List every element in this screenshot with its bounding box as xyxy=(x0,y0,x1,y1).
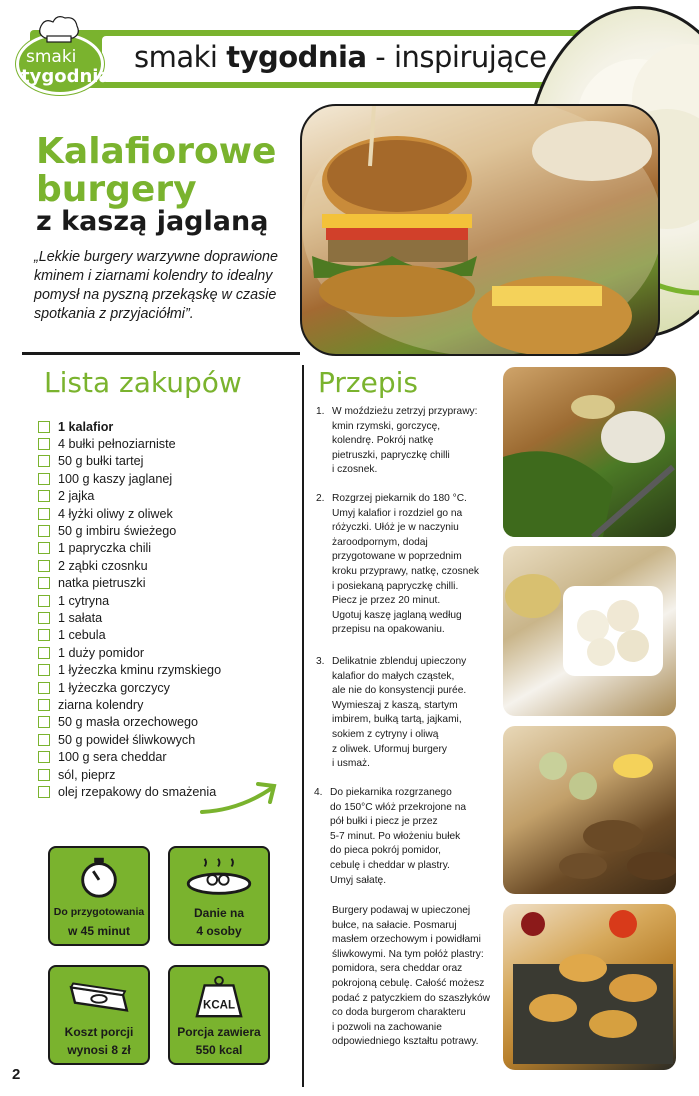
cost-value: wynosi 8 zł xyxy=(67,1043,131,1057)
step-number: 3. xyxy=(316,656,325,667)
kcal-icon-text: KCAL xyxy=(203,999,235,1012)
recipe-section-title: Przepis xyxy=(318,366,418,399)
stopwatch-icon xyxy=(50,854,148,900)
recipe-subtitle: z kaszą jaglaną xyxy=(36,206,269,237)
servings-value: 4 osoby xyxy=(196,924,242,938)
checkbox[interactable] xyxy=(38,508,50,520)
shopping-list-item xyxy=(38,661,221,678)
dish-icon xyxy=(170,854,268,900)
checkbox[interactable] xyxy=(38,421,50,433)
buns-illustration xyxy=(503,904,676,1070)
curved-arrow-icon xyxy=(200,776,280,816)
shopping-list-item xyxy=(38,644,221,661)
shopping-list-item-text: 1 cytryna xyxy=(58,593,110,608)
step-line: ale nie do konsystencji purée. xyxy=(332,685,467,697)
shopping-list-item xyxy=(38,435,221,452)
step-line: śliwkowymi. Na tym połóż plastry: xyxy=(332,948,484,960)
step-line: Umyj kalafior i rozdziel go na xyxy=(332,507,463,519)
buns-photo xyxy=(503,904,676,1070)
step-line: co doda burgerom charakteru xyxy=(332,1007,466,1019)
calories-value: 550 kcal xyxy=(195,1043,243,1057)
step-line: Wymieszaj z kaszą, startym xyxy=(332,699,458,711)
checkbox[interactable] xyxy=(38,490,50,502)
step-number: 1. xyxy=(316,406,325,417)
recipe-serving-note xyxy=(332,904,490,1050)
logo-text-line2: tygodnia xyxy=(21,66,111,87)
step-line: odpowiedniego kształtu potrawy. xyxy=(332,1036,479,1048)
shopping-list-item xyxy=(38,540,221,557)
shopping-list-item-text: 4 łyżki oliwy z oliwek xyxy=(58,506,173,521)
shopping-list-item-text: 1 łyżeczka gorczycy xyxy=(58,680,170,695)
checkbox[interactable] xyxy=(38,664,50,676)
shopping-list-item-text: ziarna kolendry xyxy=(58,697,144,712)
step-line: imbirem, bułką tartą, jajkami, xyxy=(332,714,462,726)
step-line: 5-7 minut. Po włożeniu bułek xyxy=(330,830,461,842)
step-number: 4. xyxy=(314,787,323,798)
cost-tile xyxy=(48,965,150,1065)
checkbox[interactable] xyxy=(38,699,50,711)
step-line: kmin rzymski, gorczycę, xyxy=(332,420,441,432)
step-line: do pieca pokrój pomidor, xyxy=(330,845,441,857)
patties-photo xyxy=(503,726,676,894)
checkbox[interactable] xyxy=(38,525,50,537)
checkbox[interactable] xyxy=(38,560,50,572)
step-line: cebulę i cheddar w plastry. xyxy=(330,859,450,871)
shopping-list-item-text: olej rzepakowy do smażenia xyxy=(58,784,217,799)
step-line: Ugotuj kaszę jaglaną według xyxy=(332,609,462,621)
prep-time-label: Do przygotowania xyxy=(53,906,145,918)
shopping-list-item xyxy=(38,679,221,696)
burger-photo xyxy=(300,104,660,356)
checkbox[interactable] xyxy=(38,629,50,641)
recipe-step-4 xyxy=(314,786,467,888)
shopping-list-item-text: 50 g bułki tartej xyxy=(58,454,144,469)
shopping-list-item-text: 4 bułki pełnoziarniste xyxy=(58,437,176,452)
spices-illustration xyxy=(503,367,676,537)
checkbox[interactable] xyxy=(38,647,50,659)
shopping-list-item xyxy=(38,418,221,435)
shopping-list-item xyxy=(38,575,221,592)
step-line: kroku przyprawy, natkę, czosnek xyxy=(332,565,480,577)
weight-icon xyxy=(170,973,268,1019)
checkbox[interactable] xyxy=(38,438,50,450)
banknotes-icon xyxy=(50,973,148,1019)
step-line: Do piekarnika rozgrzanego xyxy=(330,787,452,798)
checkbox[interactable] xyxy=(38,786,50,798)
step-line: i posiekaną papryczkę chilli. xyxy=(332,580,459,592)
checkbox[interactable] xyxy=(38,751,50,763)
shopping-list-item-text: 2 jajka xyxy=(58,489,95,504)
shopping-list-item xyxy=(38,766,221,783)
baked-cauliflower-illustration xyxy=(503,546,676,716)
shopping-list xyxy=(38,418,221,801)
shopping-list-item xyxy=(38,748,221,765)
checkbox[interactable] xyxy=(38,455,50,467)
shopping-list-item-text: 50 g masła orzechowego xyxy=(58,715,199,730)
step-number: 2. xyxy=(316,493,325,504)
recipe-step-2 xyxy=(316,492,480,638)
step-line: sokiem z cytryny i oliwą xyxy=(332,728,439,740)
divider-vertical xyxy=(302,365,304,1087)
prep-time-tile xyxy=(48,846,150,946)
shopping-list-item xyxy=(38,696,221,713)
servings-tile xyxy=(168,846,270,946)
chef-hat-icon xyxy=(37,14,81,44)
step-line: Umyj sałatę. xyxy=(330,874,387,886)
checkbox[interactable] xyxy=(38,682,50,694)
checkbox[interactable] xyxy=(38,612,50,624)
cost-label: Koszt porcji xyxy=(64,1025,134,1039)
step-line: Piecz je przez 20 minut. xyxy=(332,595,441,607)
divider-horizontal xyxy=(22,352,300,355)
burger-illustration xyxy=(302,106,660,356)
shopping-list-item xyxy=(38,731,221,748)
calories-tile xyxy=(168,965,270,1065)
step-line: pokrojoną cebulę. Całość możesz xyxy=(332,977,485,989)
step-line: przygotowane w poprzednim xyxy=(332,551,462,563)
checkbox[interactable] xyxy=(38,734,50,746)
spices-photo xyxy=(503,367,676,537)
recipe-step-3 xyxy=(316,655,467,772)
shopping-list-item-text: 1 duży pomidor xyxy=(58,645,145,660)
prep-time-value: w 45 minut xyxy=(67,924,130,938)
intro-quote: „Lekkie burgery warzywne doprawione kminem i ziarnami kolendry to idealny pomysł na pyszną przekąskę w czasie spotkania z przyjaciółmi”. xyxy=(34,249,278,322)
shopping-list-item-text: natka pietruszki xyxy=(58,576,146,591)
step-line: W moździeżu zetrzyj przyprawy: xyxy=(332,406,478,417)
step-line: i czosnek. xyxy=(332,464,378,476)
servings-label: Danie na xyxy=(193,906,244,920)
recipe-title-line2: burgery xyxy=(36,169,197,210)
page-number: 2 xyxy=(12,1066,21,1083)
logo-text-line1: smaki xyxy=(26,47,77,67)
step-line: i pozwoli na zachowanie xyxy=(332,1021,442,1033)
calories-label: Porcja zawiera xyxy=(177,1025,261,1039)
step-line: żaroodpornym, dodaj xyxy=(332,536,428,548)
shopping-list-item-text: sól, pieprz xyxy=(58,767,116,782)
shopping-list-item xyxy=(38,522,221,539)
step-line: i usmaż. xyxy=(332,758,370,770)
shopping-list-item xyxy=(38,627,221,644)
step-line: pół bułki i piecz je przez xyxy=(330,816,438,828)
step-line: Rozgrzej piekarnik do 180 °C. xyxy=(332,493,467,504)
step-line: bułce, na sałacie. Posmaruj xyxy=(332,919,457,931)
shopping-list-item xyxy=(38,609,221,626)
shopping-list-item xyxy=(38,592,221,609)
step-line: Burgery podawaj w upieczonej xyxy=(332,905,471,916)
step-line: do 150°C włóż przekrojone na xyxy=(330,801,467,813)
shopping-list-item-text: 1 sałata xyxy=(58,610,103,625)
checkbox[interactable] xyxy=(38,716,50,728)
step-line: kalafior do małych cząstek, xyxy=(332,670,455,682)
shopping-list-item-text: 50 g powideł śliwkowych xyxy=(58,732,196,747)
step-line: kolendrę. Pokrój natkę xyxy=(332,435,434,447)
shopping-list-item xyxy=(38,557,221,574)
shopping-list-item-text: 1 łyżeczka kminu rzymskiego xyxy=(58,663,222,678)
step-line: Delikatnie zblenduj upieczony xyxy=(332,656,467,667)
shopping-list-item xyxy=(38,488,221,505)
section-title: smaki tygodnia - inspirujące xyxy=(134,40,547,74)
shopping-list-item-text: 50 g imbiru świeżego xyxy=(58,524,177,539)
shopping-list-item xyxy=(38,470,221,487)
shopping-list-item-text: 1 papryczka chili xyxy=(58,541,152,556)
shopping-list-item-text: 1 kalafior xyxy=(58,419,114,434)
step-line: pomidora, sera cheddar oraz xyxy=(332,963,463,975)
recipe-step-1 xyxy=(316,405,478,478)
shopping-list-item-text: 2 ząbki czosnku xyxy=(58,558,148,573)
patties-illustration xyxy=(503,726,676,894)
shopping-list-item xyxy=(38,783,221,800)
baked-cauliflower-photo xyxy=(503,546,676,716)
step-line: podać z patyczkiem do szaszłyków xyxy=(332,992,490,1004)
shopping-list-item xyxy=(38,505,221,522)
step-line: przepisu na opakowaniu. xyxy=(332,624,445,636)
shopping-list-title: Lista zakupów xyxy=(44,366,242,399)
step-line: pietruszki, papryczkę chilli xyxy=(332,449,450,461)
checkbox[interactable] xyxy=(38,473,50,485)
recipe-title-line1: Kalafiorowe xyxy=(36,131,277,172)
checkbox[interactable] xyxy=(38,769,50,781)
step-line: masłem orzechowym i powidłami xyxy=(332,934,481,946)
step-line: z oliwek. Uformuj burgery xyxy=(332,743,447,755)
shopping-list-item xyxy=(38,714,221,731)
shopping-list-item-text: 1 cebula xyxy=(58,628,106,643)
checkbox[interactable] xyxy=(38,542,50,554)
step-line: różyczki. Ułóż je w naczyniu xyxy=(332,522,459,534)
shopping-list-item-text: 100 g sera cheddar xyxy=(58,750,167,765)
shopping-list-item-text: 100 g kaszy jaglanej xyxy=(58,471,173,486)
checkbox[interactable] xyxy=(38,595,50,607)
shopping-list-item xyxy=(38,453,221,470)
checkbox[interactable] xyxy=(38,577,50,589)
